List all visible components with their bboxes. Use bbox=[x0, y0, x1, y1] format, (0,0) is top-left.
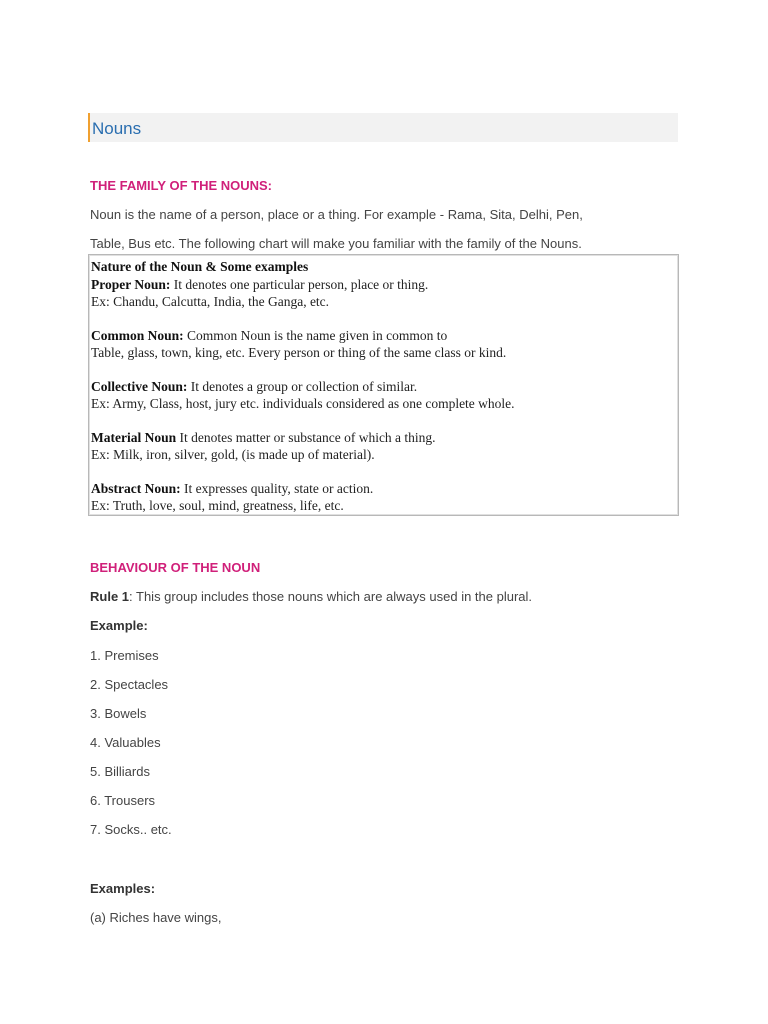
common-noun-desc: Common Noun is the name given in common to bbox=[183, 327, 448, 343]
rule-1-line bbox=[90, 589, 532, 604]
proper-noun-term: Proper Noun: bbox=[91, 276, 171, 292]
chart-row-proper bbox=[91, 276, 515, 311]
common-noun-example: Table, glass, town, king, etc. Every person or thing of the same class or kind. bbox=[91, 345, 507, 360]
list-item: 2. Spectacles bbox=[90, 677, 169, 692]
chart-header-text: Nature of the Noun & Some examples bbox=[91, 259, 309, 274]
material-noun-term: Material Noun bbox=[91, 429, 177, 445]
page-title: Nouns bbox=[92, 119, 142, 138]
family-section-heading: THE FAMILY OF THE NOUNS: bbox=[90, 178, 273, 193]
examples-label: Examples: bbox=[90, 881, 156, 896]
chart-content bbox=[91, 258, 515, 515]
chart-row-common bbox=[91, 327, 515, 362]
list-item: 1. Premises bbox=[90, 648, 159, 663]
example-sentence: (a) Riches have wings, bbox=[90, 910, 222, 925]
list-item: 6. Trousers bbox=[90, 793, 156, 808]
common-noun-term: Common Noun: bbox=[91, 327, 184, 343]
noun-family-chart bbox=[88, 254, 679, 516]
chart-header bbox=[91, 258, 515, 276]
chart-row-material bbox=[91, 429, 515, 464]
intro-line-2: Table, Bus etc. The following chart will make you familiar with the family of the Nouns. bbox=[90, 236, 582, 251]
example-label: Example: bbox=[90, 618, 148, 633]
rule-1-text: : This group includes those nouns which are always used in the plural. bbox=[129, 589, 533, 604]
collective-noun-example: Ex: Army, Class, host, jury etc. individuals considered as one complete whole. bbox=[91, 396, 515, 411]
intro-line-1: Noun is the name of a person, place or a thing. For example - Rama, Sita, Delhi, Pen, bbox=[90, 207, 583, 222]
list-item: 3. Bowels bbox=[90, 706, 147, 721]
behaviour-section-heading: BEHAVIOUR OF THE NOUN bbox=[90, 560, 261, 575]
list-item: 7. Socks.. etc. bbox=[90, 822, 172, 837]
page-title-bar bbox=[88, 113, 678, 142]
chart-row-collective bbox=[91, 378, 515, 413]
collective-noun-term: Collective Noun: bbox=[91, 378, 188, 394]
proper-noun-desc: It denotes one particular person, place or thing. bbox=[170, 276, 429, 292]
proper-noun-example: Ex: Chandu, Calcutta, India, the Ganga, etc. bbox=[91, 294, 330, 309]
collective-noun-desc: It denotes a group or collection of similar. bbox=[187, 378, 418, 394]
abstract-noun-desc: It expresses quality, state or action. bbox=[180, 480, 374, 496]
abstract-noun-term: Abstract Noun: bbox=[91, 480, 181, 496]
list-item: 5. Billiards bbox=[90, 764, 150, 779]
abstract-noun-example: Ex: Truth, love, soul, mind, greatness, life, etc. bbox=[91, 498, 344, 513]
rule-1-label: Rule 1 bbox=[90, 589, 130, 604]
chart-row-abstract bbox=[91, 480, 515, 515]
material-noun-desc: It denotes matter or substance of which a thing. bbox=[176, 429, 436, 445]
material-noun-example: Ex: Milk, iron, silver, gold, (is made up of material). bbox=[91, 447, 375, 462]
list-item: 4. Valuables bbox=[90, 735, 161, 750]
